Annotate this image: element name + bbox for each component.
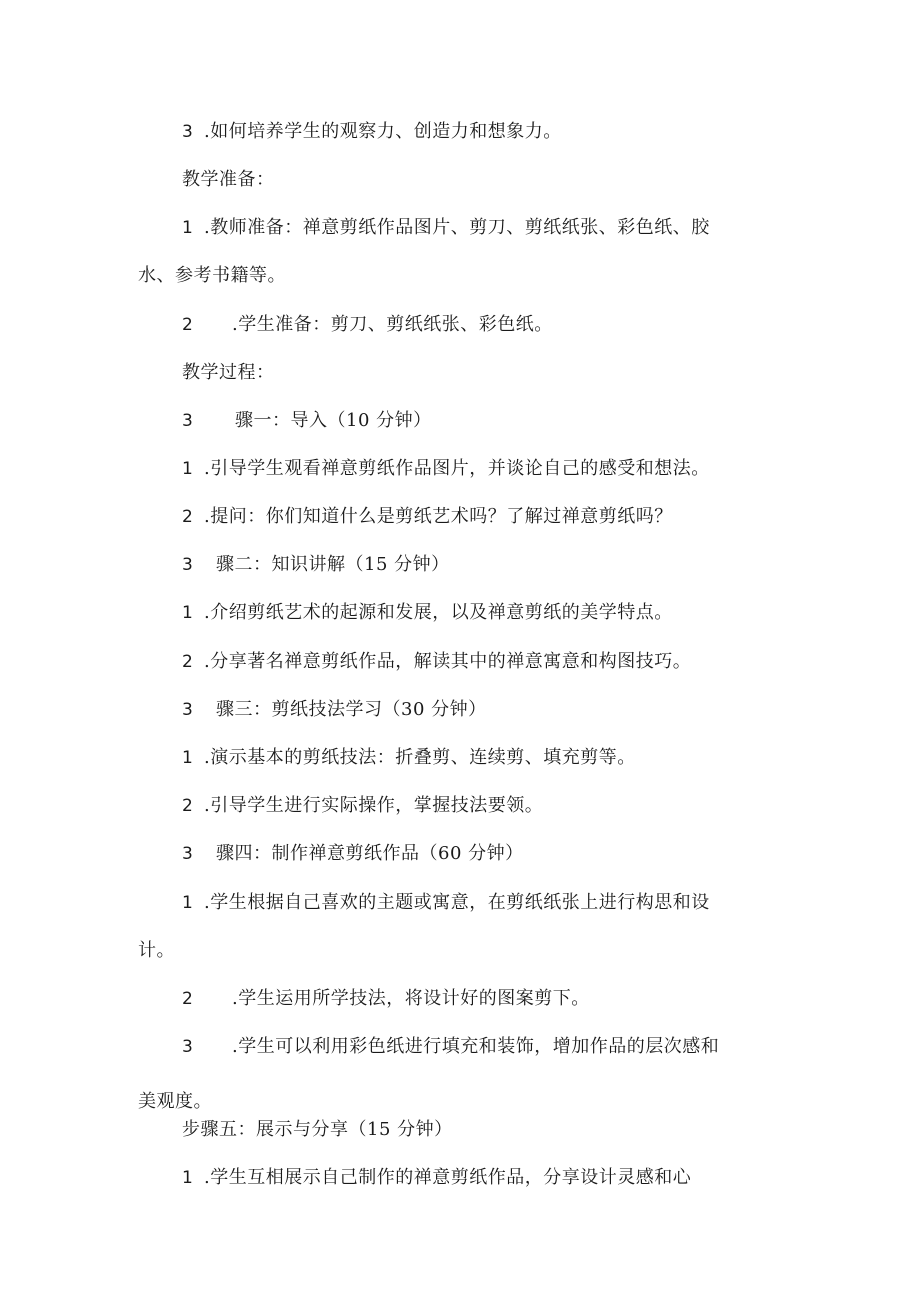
line-text: 骤二：知识讲解（15 分钟） [216,554,450,575]
line-14 [182,746,636,770]
line-text: 计。 [138,940,175,961]
line-20 [182,1035,719,1059]
line-17 [182,891,710,915]
list-number: 3 [182,555,194,575]
list-number: 2 [182,315,194,335]
line-text: 骤三：剪纸技法学习（30 分钟） [216,699,487,720]
list-number: 3 [182,844,194,864]
list-number: 3 [182,700,194,720]
list-number: 2 [182,652,194,672]
list-number: 1 [182,1168,194,1188]
line-6 [182,361,275,385]
line-text: 步骤五：展示与分享（15 分钟） [182,1119,453,1140]
line-text: .引导学生观看禅意剪纸作品图片，并谈论自己的感受和想法。 [204,458,710,479]
line-text: .分享著名禅意剪纸作品，解读其中的禅意寓意和构图技巧。 [204,651,692,672]
line-10 [182,553,450,577]
line-text: 水、参考书籍等。 [138,265,286,286]
line-text: .介绍剪纸艺术的起源和发展，以及禅意剪纸的美学特点。 [204,602,673,623]
line-22 [182,1118,453,1142]
line-text: .提问：你们知道什么是剪纸艺术吗？了解过禅意剪纸吗？ [204,506,673,527]
line-3 [182,216,710,240]
line-text: .如何培养学生的观察力、创造力和想象力。 [204,121,562,142]
line-text: .学生运用所学技法，将设计好的图案剪下。 [232,988,590,1009]
line-13 [182,698,487,722]
line-12 [182,650,691,674]
line-text: 骤四：制作禅意剪纸作品（60 分钟） [216,843,524,864]
list-number: 2 [182,507,194,527]
list-number: 2 [182,796,194,816]
list-number: 1 [182,893,194,913]
list-number: 1 [182,603,194,623]
line-15 [182,794,543,818]
line-text: 美观度。 [138,1091,212,1112]
line-21 [138,1090,212,1114]
line-5 [182,313,553,337]
line-19 [182,987,590,1011]
line-11 [182,601,673,625]
line-text: .学生互相展示自己制作的禅意剪纸作品，分享设计灵感和心 [204,1167,692,1188]
list-number: 3 [182,1037,194,1057]
line-1 [182,120,562,144]
line-text: 骤一：导入（10 分钟） [235,410,432,431]
line-text: .教师准备：禅意剪纸作品图片、剪刀、剪纸纸张、彩色纸、胶 [204,217,710,238]
line-2 [182,168,275,192]
list-number: 3 [182,122,194,142]
line-text: .学生准备：剪刀、剪纸纸张、彩色纸。 [232,314,553,335]
list-number: 1 [182,748,194,768]
list-number: 1 [182,218,194,238]
line-text: .引导学生进行实际操作，掌握技法要领。 [204,795,544,816]
line-7 [182,409,432,433]
line-16 [182,842,524,866]
line-9 [182,505,673,529]
line-text: 教学过程： [182,362,275,383]
line-text: 教学准备： [182,169,275,190]
line-text: .学生可以利用彩色纸进行填充和装饰，增加作品的层次感和 [232,1036,720,1057]
list-number: 2 [182,989,194,1009]
list-number: 1 [182,459,194,479]
line-23 [182,1166,691,1190]
line-text: .学生根据自己喜欢的主题或寓意，在剪纸纸张上进行构思和设 [204,892,710,913]
list-number: 3 [182,411,194,431]
line-4 [138,264,286,288]
line-text: .演示基本的剪纸技法：折叠剪、连续剪、填充剪等。 [204,747,636,768]
line-8 [182,457,710,481]
line-18 [138,939,175,963]
